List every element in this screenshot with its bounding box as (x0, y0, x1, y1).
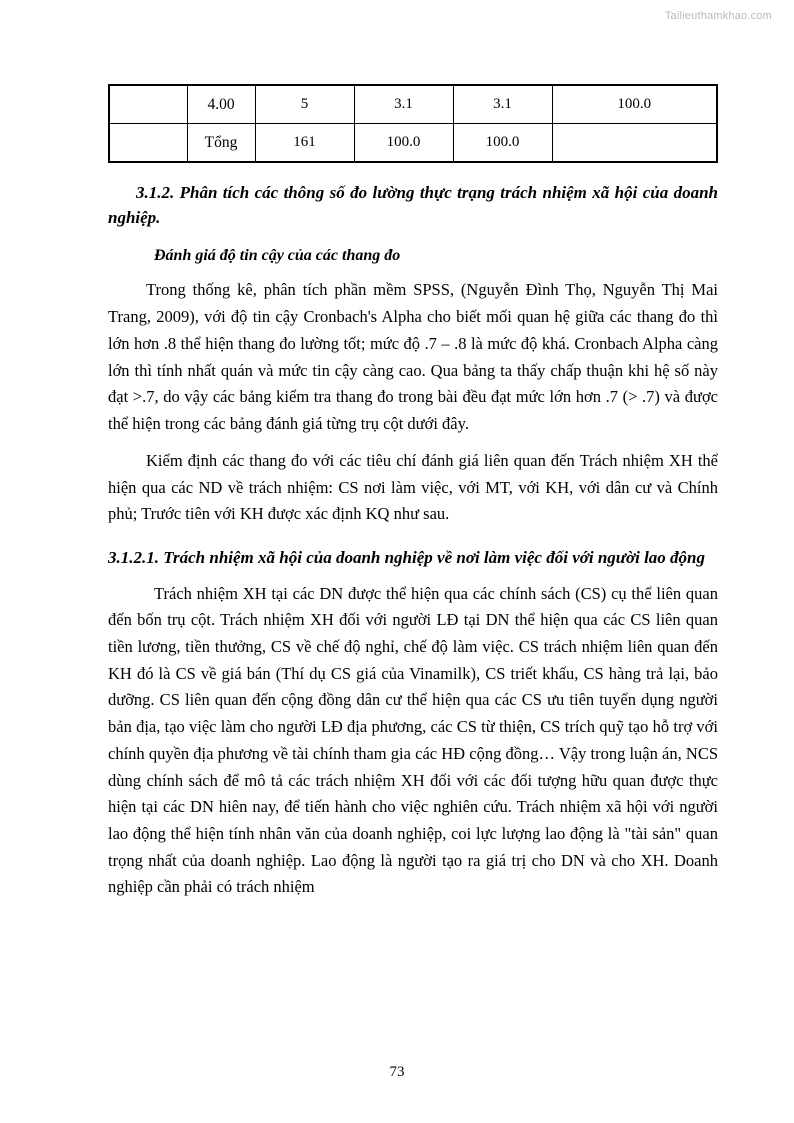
table-cell-value (552, 124, 717, 163)
statistics-table (108, 84, 718, 163)
heading-danh-gia-do-tin-cay: Đánh giá độ tin cậy của các thang đo (154, 247, 401, 265)
page-number: 73 (389, 1064, 405, 1080)
table-cell-blank (109, 124, 187, 163)
table-cell-value: 3.1 (453, 85, 552, 124)
table-cell-value: 100.0 (453, 124, 552, 163)
table-cell-value: 3.1 (354, 85, 453, 124)
table-cell-label: Tổng (187, 124, 255, 163)
table-cell-value: 100.0 (354, 124, 453, 163)
page-content (108, 84, 718, 901)
paragraph-1: Trong thống kê, phân tích phần mềm SPSS, (Nguyễn Đình Thọ, Nguyễn Thị Mai Trang, 2009), với độ tin cậy Cronbach's Alpha cho biết mối quan hệ giữa các thang đo thì lớn hơn .8 thể hiện thang đo lường tốt; mức độ .7 – .8 là mức độ khá. Cronbach Alpha càng lớn thì tính nhất quán và mức tin cậy càng cao. Qua bảng ta thấy chấp thuận khi hệ số này đạt >.7, do vậy các bảng kiểm tra thang đo trong bài đều đạt mức lớn hơn .7 (> .7) và được thể hiện trong các bảng đánh giá từng trụ cột dưới đây. (108, 280, 718, 434)
paragraph-2: Kiểm định các thang đo với các tiêu chí đánh giá liên quan đến Trách nhiệm XH thể hiện qua các ND về trách nhiệm: CS nơi làm việc, với MT, với KH, với dân cư và Chính phủ; Trước tiên với KH được xác định KQ như sau. (108, 450, 718, 524)
paragraph-3: Trách nhiệm XH tại các DN được thể hiện qua các chính sách (CS) cụ thể liên quan đến bốn trụ cột. Trách nhiệm XH đối với người LĐ tại DN thể hiện qua các CS liên quan tiền lương, tiền thưởng, CS về chế độ nghỉ, chế độ làm việc. CS trách nhiệm liên quan đến KH đó là CS về giá bán (Thí dụ CS giá của Vinamilk), CS triết khấu, CS hàng trả lại, bảo dưỡng. CS liên quan đến cộng đồng dân cư thể hiện qua các CS ưu tiên tuyển dụng người bản địa, tạo việc làm cho người LĐ địa phương, các CS từ thiện, CS trích quỹ tạo hỗ trợ với chính quyền địa phương về tài chính tham gia các HĐ cộng đồng… Vậy trong luận án, NCS dùng chính sách để mô tả các trách nhiệm XH đối với các đối tượng hữu quan được thực hiện tại các DN hiên nay, để tiến hành cho việc nghiên cứu. Trách nhiệm xã hội với người lao động thể hiện tính nhân văn của doanh nghiệp, coi lực lượng lao động là "tài sản" quan trọng nhất của doanh nghiệp. Lao động là người tạo ra giá trị cho DN và cho XH. Doanh nghiệp cần phải có trách nhiệm (108, 583, 718, 897)
table-cell-label: 4.00 (187, 85, 255, 124)
table-cell-value: 5 (255, 85, 354, 124)
heading-section-3-1-2-1: 3.1.2.1. Trách nhiệm xã hội của doanh nghiệp về nơi làm việc đối với người lao động (108, 547, 706, 567)
watermark-text: Tailieuthamkhao.com (664, 10, 772, 22)
table-row (109, 85, 717, 124)
table-row (109, 124, 717, 163)
heading-section-3-1-2: 3.1.2. Phân tích các thông số đo lường thực trạng trách nhiệm xã hội của doanh nghiệp. (108, 183, 718, 227)
table-cell-blank (109, 85, 187, 124)
table-cell-value: 100.0 (552, 85, 717, 124)
table-cell-value: 161 (255, 124, 354, 163)
